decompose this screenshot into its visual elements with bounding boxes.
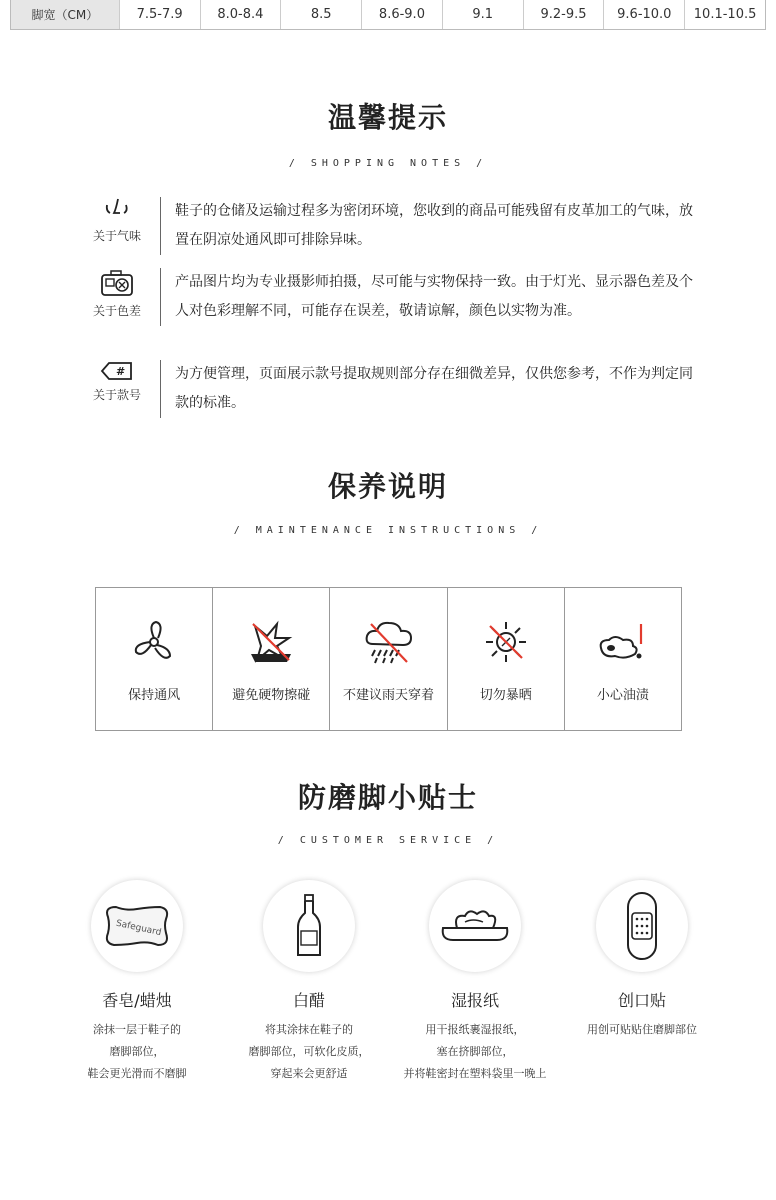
tip-name: 白醋	[292, 991, 325, 1010]
wet-wipes-icon	[439, 906, 511, 946]
maintenance-subtitle: / MAINTENANCE INSTRUCTIONS /	[233, 525, 543, 536]
maintenance-label: 保持通风	[128, 688, 181, 703]
no-rain-icon	[363, 618, 415, 666]
divider	[160, 197, 161, 255]
size-table	[10, 0, 766, 30]
note-text: 鞋子的仓储及运输过程多为密闭环境，您收到的商品可能残留有皮革加工的气味，放置在阴凉处通风即可排除异味。	[175, 203, 693, 248]
anti-wear-subtitle: / CUSTOMER SERVICE /	[277, 835, 499, 846]
size-cell: 8.6-9.0	[361, 0, 442, 29]
size-cell: 9.1	[442, 0, 523, 29]
no-sun-icon	[482, 618, 530, 666]
divider	[160, 268, 161, 326]
note-label: 关于款号	[92, 388, 141, 402]
soap-icon	[102, 903, 172, 949]
anti-wear-title: 防磨脚小贴士	[297, 781, 478, 814]
oil-stain-icon	[595, 618, 651, 666]
size-cell: 7.5-7.9	[119, 0, 200, 29]
maintenance-label: 不建议雨天穿着	[343, 688, 435, 703]
maintenance-item	[329, 588, 446, 730]
camera-icon	[100, 268, 134, 298]
band-aid-icon	[625, 891, 659, 961]
note-label: 关于气味	[92, 229, 141, 243]
size-cell: 9.6-10.0	[603, 0, 684, 29]
tips-title: 温馨提示	[327, 101, 448, 134]
tip-vinegar	[224, 880, 394, 1085]
fan-icon	[130, 618, 178, 666]
maintenance-label: 避免硬物擦碰	[232, 688, 311, 703]
size-cell: 8.0-8.4	[200, 0, 281, 29]
maintenance-label: 小心油渍	[596, 688, 649, 703]
maintenance-label: 切勿暴晒	[479, 688, 532, 703]
tip-desc: 涂抹一层于鞋子的 磨脚部位， 鞋会更光滑而不磨脚	[87, 1023, 187, 1080]
maintenance-title: 保养说明	[327, 470, 448, 503]
tip-name: 创口贴	[617, 991, 666, 1010]
note-smell	[80, 197, 700, 255]
tip-desc: 用干报纸裹湿报纸， 塞在挤脚部位， 并将鞋密封在塑料袋里一晚上	[403, 1023, 547, 1080]
size-table-header: 脚宽（CM）	[11, 0, 119, 29]
tip-desc: 将其涂抹在鞋子的 磨脚部位，可软化皮质， 穿起来会更舒适	[248, 1023, 370, 1080]
maintenance-grid	[95, 587, 682, 731]
nose-icon	[102, 197, 132, 223]
note-label: 关于色差	[92, 304, 141, 318]
size-cell: 10.1-10.5	[684, 0, 765, 29]
note-text: 产品图片均为专业摄影师拍摄，尽可能与实物保持一致。由于灯光、显示器色差及个人对色彩理解不同，可能存在误差，敬请谅解，颜色以实物为准。	[175, 274, 693, 319]
maintenance-item	[564, 588, 681, 730]
svg-text:#: #	[116, 365, 126, 378]
tips-subtitle: / SHOPPING NOTES /	[288, 158, 488, 169]
tip-icon-circle	[91, 880, 183, 972]
tip-soap	[52, 880, 222, 1085]
tip-icon-circle	[596, 880, 688, 972]
maintenance-item	[447, 588, 564, 730]
tip-name: 湿报纸	[450, 991, 499, 1010]
tag-icon	[99, 360, 135, 382]
maintenance-item	[212, 588, 329, 730]
tip-band-aid	[557, 880, 727, 1041]
size-cell: 8.5	[280, 0, 361, 29]
no-collision-icon	[247, 618, 295, 666]
note-text: 为方便管理，页面展示款号提取规则部分存在细微差异，仅供您参考，不作为判定同款的标准。	[175, 366, 693, 411]
divider	[160, 360, 161, 418]
note-style-number	[80, 360, 700, 418]
note-color	[80, 268, 700, 326]
tip-name: 香皂/蜡烛	[102, 991, 172, 1010]
tip-icon-circle	[263, 880, 355, 972]
size-cell: 9.2-9.5	[523, 0, 604, 29]
tip-wet-newspaper	[390, 880, 560, 1085]
soap-brand-text: Safeguard	[115, 918, 163, 939]
maintenance-item	[96, 588, 212, 730]
tip-icon-circle	[429, 880, 521, 972]
tip-desc: 用创可贴贴住磨脚部位	[587, 1023, 697, 1036]
vinegar-bottle-icon	[294, 893, 324, 959]
